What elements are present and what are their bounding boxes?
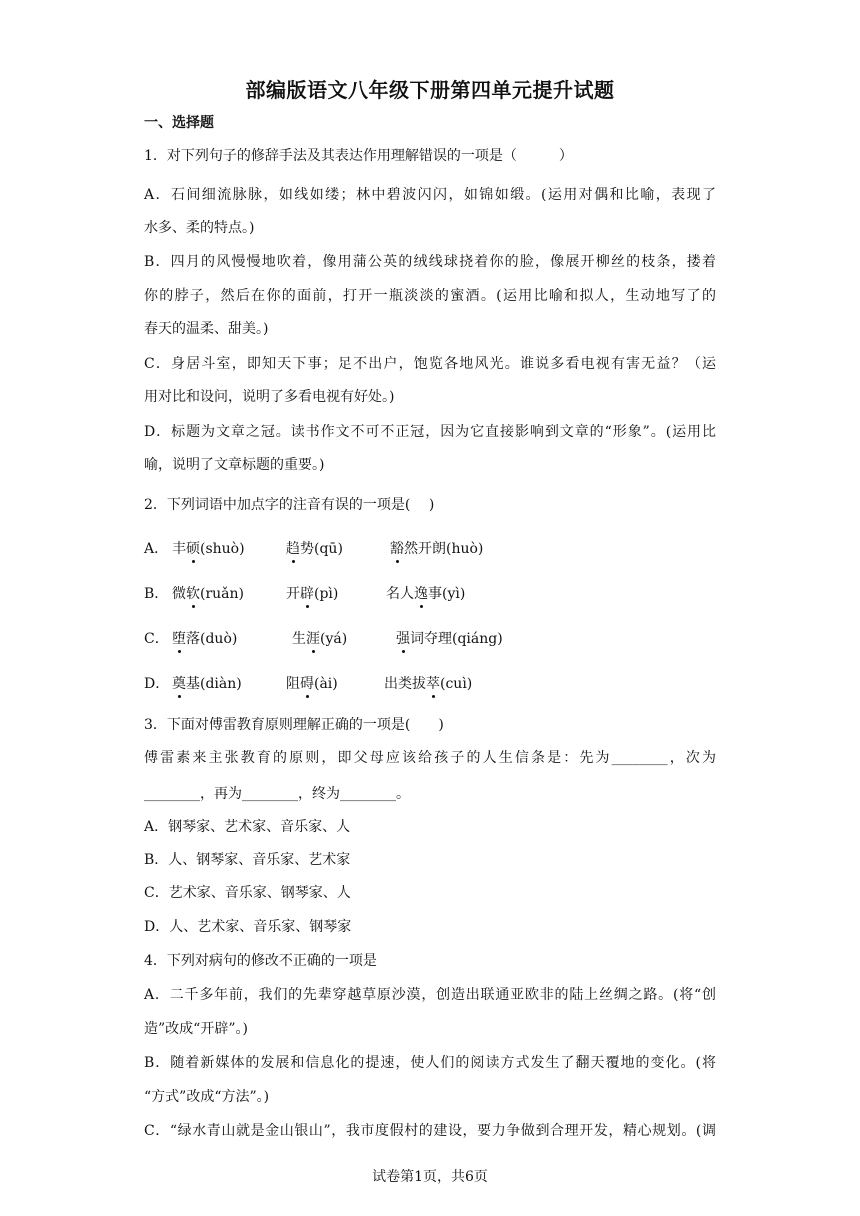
question-2-option-c-word-3: 强词夺理(qiáng): [396, 628, 503, 648]
question-4-option-c-line1: C．“绿水青山就是金山银山”，我市度假村的建设，要力争做到合理开发，精心规划。(调: [144, 1123, 716, 1139]
emphasis-dot-char: 豁: [390, 538, 404, 558]
question-2-option-a-label: A．: [144, 541, 169, 557]
question-2-option-a-word-1: 丰硕(shuò): [172, 538, 245, 558]
emphasis-dot-char: 堕: [172, 628, 186, 648]
question-2-option-a-word-3: 豁然开朗(huò): [390, 538, 483, 558]
emphasis-dot-char: 硕: [186, 538, 200, 558]
emphasis-dot-char: 趋: [286, 538, 300, 558]
question-1-option-b-line1: B．四月的风慢慢地吹着，像用蒲公英的绒线球挠着你的脸，像展开柳丝的枝条，搂着: [144, 254, 716, 270]
emphasis-dot-char: 强: [396, 628, 410, 648]
page-title: 部编版语文八年级下册第四单元提升试题: [245, 78, 615, 102]
page-footer: 试卷第1页，共6页: [372, 1169, 488, 1185]
question-1-option-a-line2: 水多、柔的特点。): [144, 220, 255, 236]
question-1-stem: 1．对下列句子的修辞手法及其表达作用理解错误的一项是（ ）: [144, 148, 573, 164]
question-3-passage-line1: 傅雷素来主张教育的原则，即父母应该给孩子的人生信条是：先为________，次为: [144, 750, 716, 766]
question-3-option-a: A．钢琴家、艺术家、音乐家、人: [144, 819, 351, 835]
emphasis-dot-char: 萃: [426, 673, 440, 693]
question-2-option-b-word-2: 开辟(pì): [286, 583, 338, 603]
question-2-option-a-word-2: 趋势(qū): [286, 538, 343, 558]
question-2-option-b-word-3: 名人逸事(yì): [386, 583, 465, 603]
question-2-option-d-word-3: 出类拔萃(cuì): [384, 673, 472, 693]
question-4-option-a-line2: 造”改成“开辟”。): [144, 1021, 248, 1037]
question-1-option-b-line3: 春天的温柔、甜美。): [144, 321, 269, 337]
emphasis-dot-char: 逸: [414, 583, 428, 603]
question-1-option-d-line2: 喻，说明了文章标题的重要。): [144, 457, 325, 473]
question-1-option-c-line2: 用对比和设问，说明了多看电视有好处。): [144, 389, 395, 405]
emphasis-dot-char: 软: [186, 583, 200, 603]
question-2-option-d-word-2: 阻碍(ài): [286, 673, 338, 693]
question-2-option-b-word-1: 微软(ruǎn): [172, 583, 244, 603]
question-3-option-b: B．人、钢琴家、音乐家、艺术家: [144, 852, 351, 868]
question-2-option-c-label: C．: [144, 631, 169, 647]
question-3-passage-line2: ________，再为________，终为________。: [144, 786, 410, 802]
question-2-option-c-word-2: 生涯(yá): [292, 628, 347, 648]
question-1-option-a-line1: A．石间细流脉脉，如线如缕；林中碧波闪闪，如锦如缎。(运用对偶和比喻，表现了: [144, 187, 716, 203]
question-2-option-b-label: B．: [144, 586, 169, 602]
emphasis-dot-char: 涯: [306, 628, 320, 648]
question-2-option-d-label: D．: [144, 676, 170, 692]
emphasis-dot-char: 奠: [172, 673, 186, 693]
question-3-option-d: D．人、艺术家、音乐家、钢琴家: [144, 919, 352, 935]
question-1-option-d-line1: D．标题为文章之冠。读书作文不可不正冠，因为它直接影响到文章的“形象”。(运用比: [144, 424, 716, 440]
emphasis-dot-char: 碍: [300, 673, 314, 693]
emphasis-dot-char: 辟: [300, 583, 314, 603]
question-1-option-b-line2: 你的脖子，然后在你的面前，打开一瓶淡淡的蜜酒。(运用比喻和拟人，生动地写了的: [144, 288, 716, 304]
question-4-option-b-line2: “方式”改成“方法”。): [144, 1089, 270, 1105]
question-2-option-c-word-1: 堕落(duò): [172, 628, 237, 648]
question-2-stem: 2．下列词语中加点字的注音有误的一项是( ): [144, 497, 435, 513]
question-4-option-b-line1: B．随着新媒体的发展和信息化的提速，使人们的阅读方式发生了翻天覆地的变化。(将: [144, 1055, 716, 1071]
question-1-option-c-line1: C．身居斗室，即知天下事；足不出户，饱览各地风光。谁说多看电视有害无益？（运: [144, 356, 716, 372]
question-2-option-d-word-1: 奠基(diàn): [172, 673, 242, 693]
question-4-stem: 4．下列对病句的修改不正确的一项是: [144, 953, 377, 969]
question-3-option-c: C．艺术家、音乐家、钢琴家、人: [144, 885, 351, 901]
section-heading: 一、选择题: [144, 115, 214, 131]
question-3-stem: 3．下面对傅雷教育原则理解正确的一项是( ): [144, 717, 444, 733]
question-4-option-a-line1: A．二千多年前，我们的先辈穿越草原沙漠，创造出联通亚欧非的陆上丝绸之路。(将“创: [144, 987, 716, 1003]
